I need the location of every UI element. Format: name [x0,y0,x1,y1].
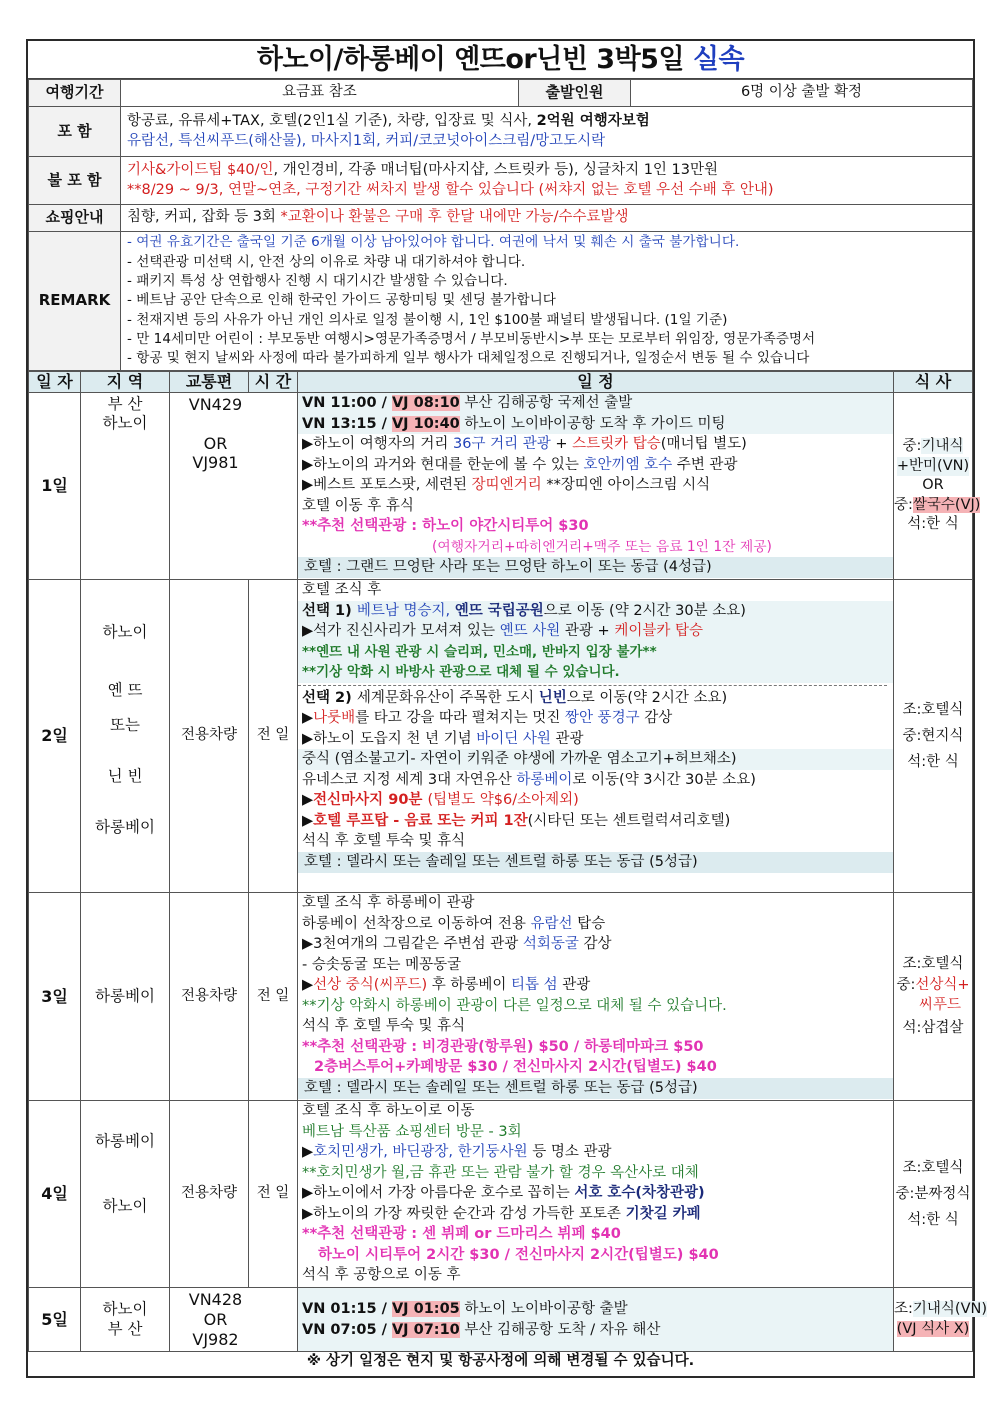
attraction: 바이딘 사원 [476,730,551,747]
schedule-text: 으로 이동(약 2시간 소요) [566,689,728,706]
attraction: 티톱 섬 [511,977,558,993]
shopping-cell [121,205,973,232]
flight-number: VN429 [188,395,243,414]
schedule-text: ▶ [302,792,314,808]
meal-prefix: 중: [896,977,916,994]
schedule-text: - 승솟동굴 또는 메꽁동굴 [302,956,462,973]
flight-time: VN 13:15 / [302,415,392,432]
meal-dinner: 석:삼겹살 [902,1019,964,1036]
schedule-text: (매너팁 별도) [660,436,747,452]
day-transport: 전용차량 [170,893,249,1101]
day-transport: 전용차량 [170,1101,249,1288]
attraction: 호안끼엠 호수 [583,456,673,473]
remark-item: - 여권 유효기간은 출국일 기준 6개월 이상 남아있어야 합니다. 여권에 낙서 및 훼손 시 출국 불가합니다. [127,234,740,251]
flight-time-vj: VJ 01:05 [391,1301,460,1317]
flight-number: VN428 [188,1289,243,1309]
day-row [29,893,973,1101]
meal-note: (VJ 식사 X) [896,1320,970,1337]
spacer [176,414,255,433]
schedule-text: ▶하노이에서 가장 아름다운 호수로 꼽히는 [302,1185,575,1201]
optional-tour-detail: (여행자거리+따히엔거리+맥주 또는 음료 1인 1잔 제공) [432,538,772,555]
day-transport [170,1288,298,1352]
schedule-text: 부산 김해공항 국제선 출발 [459,395,633,411]
schedule-text: 주변 관광 [672,456,738,473]
schedule-text: 호텔 조식 후 하롱베이 관광 [302,895,475,911]
remark-item: - 천재지변 등의 사유가 아닌 개인 의사로 일정 불이행 시, 1인 $100불 패널티 발생됩니다. (1일 기준) [127,311,728,328]
day-label: 4일 [29,1101,81,1288]
remark-cell [121,232,973,371]
attraction: 짱안 풍경구 [564,710,640,726]
period-value: 요금표 참조 [121,80,519,107]
day-schedule [298,580,894,893]
attraction: 선상 중식(씨푸드) [313,977,428,993]
schedule-text: ▶하노이 여행자의 거리 [302,436,454,452]
remark-item: - 패키지 특성 상 연합행사 진행 시 대기시간 발생할 수 있습니다. [127,273,508,290]
meal-breakfast: 조:호텔식 [902,1160,964,1176]
day-region [81,1288,170,1352]
region-name: 하노이 [102,1197,148,1215]
flight-time: VN 07:05 / [302,1321,392,1338]
include-extras: 유람선, 특선씨푸드(해산물), 마사지1회, 커피/코코넛아이스크림/망고도시락 [127,132,606,149]
day-region [81,580,170,893]
attraction: 닌빈 [538,689,567,706]
include-insurance: 2억원 여행자보험 [536,113,650,130]
remark-label: REMARK [29,232,121,371]
day-row [29,580,973,893]
header-region: 지 역 [81,372,170,393]
attraction: 기찻길 카페 [625,1205,701,1222]
title-accent: 실속 [692,44,745,75]
notice: **기상 악화 시 바방사 관광으로 대체 될 수 있습니다. [302,664,620,680]
flight-or: OR [203,433,228,453]
option-label: 선택 1) [302,602,357,619]
schedule-text: ▶ [302,977,314,993]
attraction: 유람선 [530,915,573,932]
remark-item: - 베트남 공안 단속으로 인해 한국인 가이드 공항미팅 및 센딩 불가합니다 [127,292,556,309]
schedule-text: 석식 후 호텔 투숙 및 휴식 [302,1018,466,1034]
day-label: 2일 [29,580,81,893]
schedule-text: ▶하노이의 가장 짜릿한 순간과 감성 가득한 포토존 [302,1205,626,1222]
footer-note: ※ 상기 일정은 현지 및 항공사정에 의해 변경될 수 있습니다. [306,1353,695,1369]
include-label: 포 함 [29,107,121,157]
attraction: 석회동굴 [522,936,579,952]
itinerary-sheet [26,39,988,1378]
day-region: 하롱베이 [81,893,170,1101]
hotel-info: 호텔 : 그랜드 므엉탄 사라 또는 므엉탄 하노이 또는 동급 (4성급) [298,557,893,578]
flight-time-vj: VJ 08:10 [391,395,460,411]
flight-time-vj: VJ 07:10 [391,1321,460,1338]
region-name: 닌 빈 [107,767,143,785]
day-region [81,1101,170,1288]
attraction: 장띠엔거리 [471,477,542,493]
schedule-text: 하롱베이 선착장으로 이동하여 전용 [302,915,531,932]
option-label: 선택 2) [302,689,357,706]
schedule-text: (팁별도 약$6/소아제외) [427,792,579,808]
title-main: 하노이/하롱베이 옌뜨or닌빈 3박5일 [256,44,685,75]
schedule-text: ▶3천여개의 그림같은 주변섬 관광 [302,936,523,952]
meal-dinner: 석:한 식 [907,516,959,533]
flight-time: VN 01:15 / [302,1301,392,1317]
divider [298,685,887,686]
schedule-text: 관광 + [560,623,615,639]
shopping-label: 쇼핑안내 [29,205,121,232]
remark-item: - 항공 및 현지 날씨와 사정에 따라 불가피하게 일부 행사가 대체일정으로 진행되거나, 일정순서 변동 될 수 있습니다 [127,350,810,367]
meal-dinner: 석:한 식 [907,1212,959,1228]
schedule-text: 부산 김해공항 도착 / 자유 해산 [459,1321,661,1338]
notice: **기상 악화시 하롱베이 관광이 다른 일정으로 대체 될 수 있습니다. [302,997,727,1014]
schedule-text: ▶ [302,710,314,726]
hotel-info: 호텔 : 델라시 또는 솔레일 또는 센트럴 하롱 또는 동급 (5성급) [298,852,893,873]
notice: **옌뜨 내 사원 관광 시 슬리퍼, 민소매, 반바지 입장 불가** [302,643,657,660]
day-transport: 전용차량 [170,580,249,893]
shopping-text: 침향, 커피, 잡화 등 3회 [127,209,281,226]
schedule-text: 탑승 [572,915,606,932]
day-meal [894,1101,973,1288]
meal-or: OR [922,477,944,494]
header-transport: 교통편 [170,372,249,393]
remark-item: - 만 14세미만 어린이 : 부모동반 여행시>영문가족증명서 / 부모비동반시>부 또는 모로부터 위임장, 영문가족증명서 [127,330,816,347]
header-time: 시 간 [249,372,298,393]
region-name: 옌 뜨 [107,681,143,699]
schedule-text: 를 타고 강을 따라 펼쳐지는 멋진 [355,710,565,726]
hotel-info: 호텔 : 델라시 또는 솔레일 또는 센트럴 하롱 또는 동급 (5성급) [298,1078,893,1099]
attraction: 옌뜨 사원 [499,623,561,639]
schedule-text: **장띠엔 아이스크림 시식 [541,477,711,493]
schedule-text: ▶하노이의 과거와 현대를 한눈에 볼 수 있는 [302,456,584,473]
day-meal [894,893,973,1101]
region-name: 하노이 [102,1300,148,1319]
exclude-text: , 개인경비, 각종 매너팁(마사지샵, 스트릿카 등), 싱글차지 1인 13만원 [273,162,719,179]
meal-lunch: 씨푸드 [918,996,962,1013]
attraction: 케이블카 탑승 [614,623,703,639]
schedule-text: 호텔 이동 후 휴식 [302,497,414,514]
optional-tour: **추천 선택관광 : 하노이 야간시티투어 $30 [302,518,589,534]
day-time: 전 일 [249,893,298,1101]
flight-list [176,395,255,473]
schedule-text: 로 이동(약 3시간 30분 소요) [572,771,756,788]
attraction: 스트릿카 탑승 [572,436,661,452]
meal-prefix: 조: [894,1301,913,1318]
people-label: 출발인원 [519,80,631,107]
meal-lunch: 중:분짜정식 [895,1186,971,1202]
day-meal [894,1288,988,1352]
attraction: 전신마사지 90분 [313,792,428,808]
schedule-table [28,371,988,1352]
remark-item: - 선택관광 미선택 시, 안전 상의 이유로 차량 내 대기하셔야 합니다. [127,253,526,270]
day-row [29,1288,973,1352]
schedule-text: 석식 후 공항으로 이동 후 [302,1267,461,1283]
schedule-text: 호텔 조식 후 [302,582,382,598]
header-day: 일 자 [29,372,81,393]
header-schedule: 일 정 [298,372,894,393]
flight-or: OR [203,1309,228,1329]
meal-breakfast: 조:호텔식 [902,702,964,718]
schedule-text: 석식 후 호텔 투숙 및 휴식 [302,833,466,849]
optional-tour-detail: 하노이 시티투어 2시간 $30 / 전신마사지 2시간(팁별도) $40 [318,1246,719,1263]
surcharge-note: **8/29 ~ 9/3, 연말~연초, 구정기간 써차지 발생 할수 있습니다 (써챠지 없는 호텔 우선 수배 후 안내) [127,181,774,198]
schedule-text: ▶석가 진신사리가 모셔져 있는 [302,623,500,639]
meal-lunch: 쌀국수(VJ) [912,496,981,513]
day-schedule [298,1101,894,1288]
attraction: 호텔 루프탑 - 음료 또는 커피 1잔 [313,812,528,829]
region-name: 부 산 [107,395,143,413]
attraction: 하롱베이 [516,771,573,788]
schedule-text: 하노이 노이바이공항 출발 [459,1301,628,1317]
meal-breakfast: 기내식(VN) [912,1301,988,1318]
day-region [81,393,170,580]
optional-tour: **추천 선택관광 : 비경관광(항루원) $50 / 하롱테마파크 $50 [302,1038,704,1055]
exclude-label: 불 포 함 [29,157,121,205]
region-name: 부 산 [107,1319,143,1338]
schedule-text: 으로 이동 (약 2시간 30분 소요) [543,602,746,619]
schedule-text: 호텔 조식 후 하노이로 이동 [302,1103,475,1119]
page-title [28,41,973,79]
include-text: 항공료, 유류세+TAX, 호텔(2인1실 기준), 차량, 입장료 및 식사, [127,113,537,130]
schedule-text: 세계문화유산이 주목한 도시 [356,689,539,706]
schedule-text: 베트남 명승지, [356,602,455,619]
day-meal [894,393,981,580]
info-table [28,79,973,371]
day-meal [894,580,973,893]
day-schedule [298,393,894,580]
day-label: 5일 [29,1288,81,1352]
flight-number: VJ981 [192,453,239,473]
flight-time: VN 11:00 / [302,395,392,411]
region-name: 하롱베이 [95,818,155,836]
meal-dinner: 석:한 식 [907,754,959,770]
day-schedule [298,1288,894,1352]
include-cell [121,107,973,157]
schedule-text: + [550,436,573,452]
optional-tour-detail: 2층버스투어+카페방문 $30 / 전신마사지 2시간(팁별도) $40 [314,1059,717,1075]
schedule-text: ▶하노이 도읍지 천 년 기념 [302,730,477,747]
lunch-info: 중식 (염소불고기- 자연이 키워준 야생에 가까운 염소고기+허브채소) [302,751,737,767]
schedule-text: 감상 [639,710,673,726]
schedule-text: 후 하롱베이 [427,977,512,993]
schedule-text: (시타딘 또는 센트럴럭셔리호텔) [527,812,731,829]
schedule-text: 관광 [557,977,591,993]
day-label: 3일 [29,893,81,1101]
notice: **호치민생가 월,금 휴관 또는 관람 불가 할 경우 옥산사로 대체 [302,1164,699,1181]
shopping-visit: 베트남 특산품 쇼핑센터 방문 - 3회 [302,1123,522,1140]
header-meal: 식 사 [894,372,973,393]
attraction: 나룻배 [313,710,356,726]
schedule-text: 등 명소 관광 [527,1144,612,1160]
meal-lunch: 선상식+ [915,977,970,994]
region-name: 하노이 [102,414,148,433]
day-row [29,393,973,580]
schedule-text: ▶ [302,1144,314,1160]
tip-text: 기사&가이드팁 $40/인 [127,162,274,179]
day-row [29,1101,973,1288]
flight-number: VJ982 [192,1329,239,1349]
day-time: 전 일 [249,580,298,893]
attraction: 서호 호수(차창관광) [574,1185,705,1201]
schedule-text: 하노이 노이바이공항 도착 후 가이드 미팅 [459,415,726,432]
meal-lunch: 중:현지식 [902,728,964,744]
schedule-text: 유네스코 지정 세계 3대 자연유산 [302,771,517,788]
meal-prefix: 중: [902,438,922,455]
schedule-text: ▶ [302,812,314,829]
schedule-text: 관광 [550,730,584,747]
schedule-text: ▶베스트 포토스팟, 세련된 [302,477,472,493]
optional-tour: **추천 선택관광 : 센 뷔페 or 드마리스 뷔페 $40 [302,1226,621,1242]
meal-prefix: 중: [894,496,913,513]
period-label: 여행기간 [29,80,121,107]
meal-lunch: +반미(VN) [897,457,969,476]
day-label: 1일 [29,393,81,580]
exclude-cell [121,157,973,205]
schedule-text: 감상 [578,936,612,952]
meal-breakfast: 조:호텔식 [902,956,964,973]
day-time: 전 일 [249,1101,298,1288]
attraction: 옌뜨 국립공원 [454,602,544,619]
people-value: 6명 이상 출발 확정 [631,80,973,107]
day-schedule [298,893,894,1101]
day-transport [170,393,298,580]
meal-lunch: 기내식 [921,438,964,455]
attraction: 호치민생가, 바딘광장, 한기둥사원 [313,1144,528,1160]
region-name: 또는 [110,716,140,734]
shopping-note: *교환이나 환불은 구매 후 한달 내에만 가능/수수료발생 [280,209,629,226]
flight-time-vj: VJ 10:40 [391,415,460,432]
attraction: 36구 거리 관광 [453,436,551,452]
region-name: 하노이 [102,623,148,641]
region-name: 하롱베이 [95,1132,155,1150]
